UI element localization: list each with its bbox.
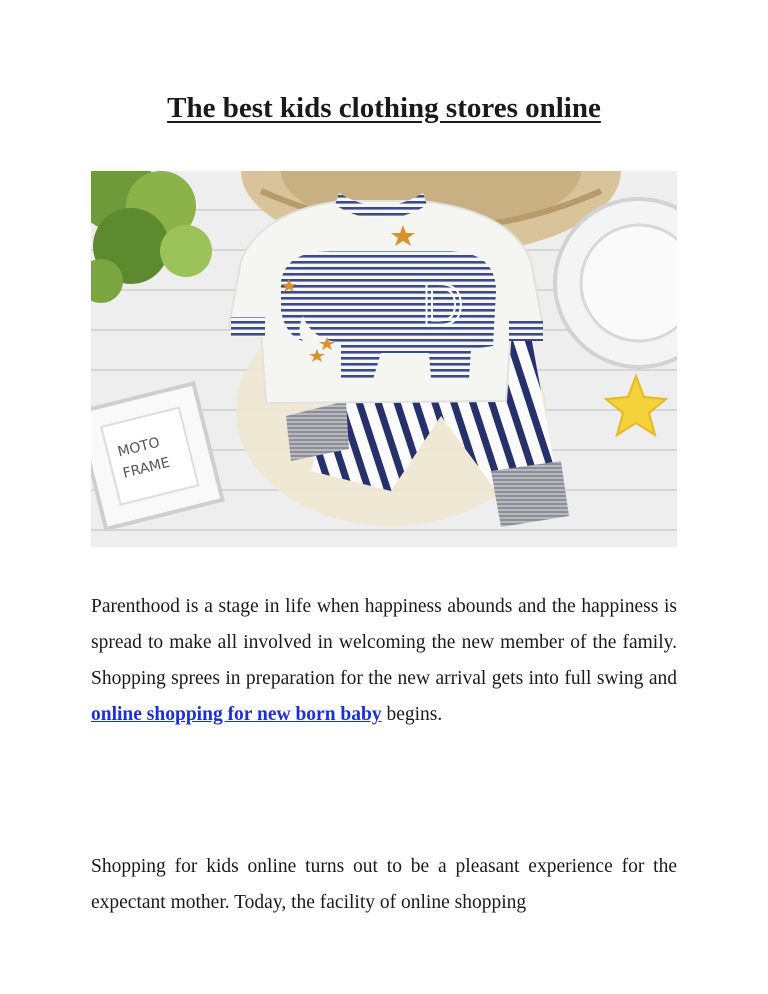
paragraph-1	[91, 589, 677, 734]
paragraph-1-text: Parenthood is a stage in life when happiness abounds and the happiness is spread to make all involved in welcoming the new member of the family. Shopping sprees in preparation for the new arrival gets into full swing and	[91, 595, 677, 689]
newborn-shopping-link[interactable]: online shopping for new born baby	[91, 704, 382, 726]
shirt-letter: D	[421, 274, 465, 339]
paragraph-1-end: begins.	[381, 704, 443, 726]
product-photo	[91, 171, 677, 547]
frame-text-2: FRAME	[121, 454, 172, 482]
paragraph-2: Shopping for kids online turns out to be a pleasant experience for the expectant mother. Today, the facility of online shopping	[91, 855, 677, 913]
frame-text-1: MOTO	[116, 434, 162, 461]
shirt	[229, 193, 543, 403]
page-title: The best kids clothing stores online	[167, 92, 601, 124]
